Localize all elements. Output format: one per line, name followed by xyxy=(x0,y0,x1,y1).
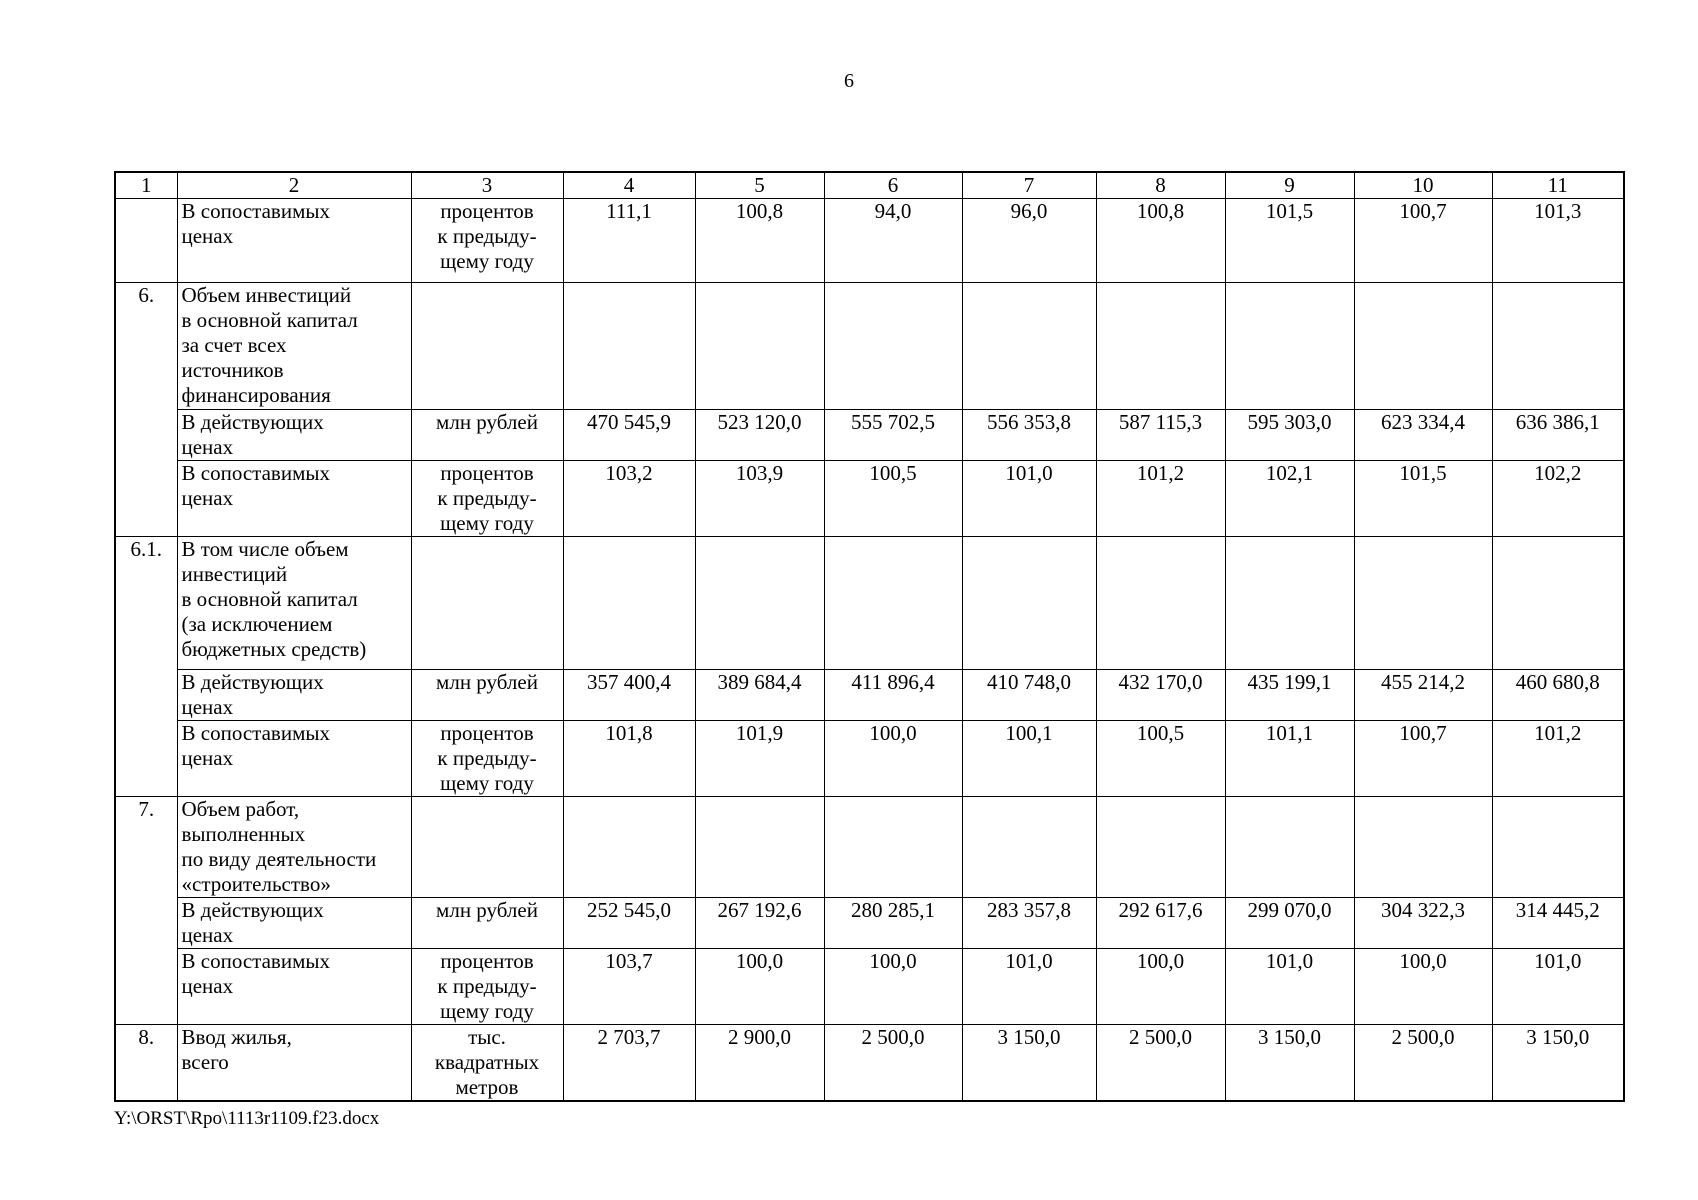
row-number-cell: 8. xyxy=(115,1025,177,1102)
value-cell: 102,2 xyxy=(1492,461,1624,537)
indicator-cell: Объем работ, выполненных по виду деятельности «строительство» xyxy=(177,797,411,898)
table-row xyxy=(115,898,1624,949)
value-cell: 357 400,4 xyxy=(563,670,695,721)
unit-cell: процентов к предыду- щему году xyxy=(411,461,563,537)
value-cell xyxy=(563,537,695,670)
indicator-cell: В действующих ценах xyxy=(177,898,411,949)
value-cell: 101,0 xyxy=(962,949,1096,1025)
value-cell: 3 150,0 xyxy=(1492,1025,1624,1102)
page-number: 6 xyxy=(844,70,854,92)
column-number-header: 10 xyxy=(1354,172,1492,199)
row-number-cell xyxy=(115,199,177,283)
table-row xyxy=(115,199,1624,283)
value-cell: 432 170,0 xyxy=(1096,670,1225,721)
indicator-cell: В сопоставимых ценах xyxy=(177,949,411,1025)
column-number-header: 7 xyxy=(962,172,1096,199)
column-number-header: 1 xyxy=(115,172,177,199)
table-row xyxy=(115,1025,1624,1102)
value-cell: 102,1 xyxy=(1225,461,1354,537)
unit-cell: процентов к предыду- щему году xyxy=(411,721,563,797)
value-cell: 314 445,2 xyxy=(1492,898,1624,949)
value-cell: 101,2 xyxy=(1492,721,1624,797)
value-cell: 101,3 xyxy=(1492,199,1624,283)
value-cell: 3 150,0 xyxy=(962,1025,1096,1102)
value-cell: 252 545,0 xyxy=(563,898,695,949)
column-number-header: 5 xyxy=(695,172,824,199)
value-cell: 283 357,8 xyxy=(962,898,1096,949)
indicator-cell: В том числе объем инвестиций в основной капитал (за исключением бюджетных средств) xyxy=(177,537,411,670)
table-row xyxy=(115,721,1624,797)
column-number-header: 2 xyxy=(177,172,411,199)
value-cell xyxy=(563,797,695,898)
indicator-cell: Ввод жилья, всего xyxy=(177,1025,411,1102)
value-cell: 455 214,2 xyxy=(1354,670,1492,721)
value-cell: 410 748,0 xyxy=(962,670,1096,721)
unit-cell: млн рублей xyxy=(411,410,563,461)
table-row xyxy=(115,410,1624,461)
value-cell: 523 120,0 xyxy=(695,410,824,461)
column-number-header: 3 xyxy=(411,172,563,199)
value-cell: 101,9 xyxy=(695,721,824,797)
value-cell: 2 500,0 xyxy=(824,1025,962,1102)
value-cell: 636 386,1 xyxy=(1492,410,1624,461)
value-cell: 389 684,4 xyxy=(695,670,824,721)
value-cell xyxy=(1096,537,1225,670)
value-cell: 304 322,3 xyxy=(1354,898,1492,949)
value-cell: 101,0 xyxy=(962,461,1096,537)
unit-cell: тыс. квадратных метров xyxy=(411,1025,563,1102)
value-cell: 101,0 xyxy=(1492,949,1624,1025)
column-number-header: 8 xyxy=(1096,172,1225,199)
unit-cell: процентов к предыду- щему году xyxy=(411,949,563,1025)
value-cell: 292 617,6 xyxy=(1096,898,1225,949)
value-cell: 587 115,3 xyxy=(1096,410,1225,461)
value-cell xyxy=(1354,797,1492,898)
value-cell: 101,8 xyxy=(563,721,695,797)
value-cell xyxy=(1492,537,1624,670)
value-cell xyxy=(1096,797,1225,898)
table-row xyxy=(115,797,1624,898)
value-cell xyxy=(1225,283,1354,410)
value-cell: 100,0 xyxy=(824,949,962,1025)
value-cell: 101,5 xyxy=(1354,461,1492,537)
table-row xyxy=(115,283,1624,410)
value-cell xyxy=(1225,537,1354,670)
value-cell: 100,5 xyxy=(824,461,962,537)
value-cell xyxy=(1096,283,1225,410)
value-cell xyxy=(962,537,1096,670)
value-cell: 100,0 xyxy=(695,949,824,1025)
value-cell xyxy=(824,283,962,410)
table-row xyxy=(115,537,1624,670)
value-cell: 103,2 xyxy=(563,461,695,537)
value-cell: 100,1 xyxy=(962,721,1096,797)
value-cell: 103,7 xyxy=(563,949,695,1025)
unit-cell: процентов к предыду- щему году xyxy=(411,199,563,283)
value-cell: 267 192,6 xyxy=(695,898,824,949)
value-cell: 103,9 xyxy=(695,461,824,537)
value-cell xyxy=(1492,797,1624,898)
value-cell xyxy=(824,537,962,670)
value-cell: 280 285,1 xyxy=(824,898,962,949)
value-cell: 2 703,7 xyxy=(563,1025,695,1102)
value-cell: 3 150,0 xyxy=(1225,1025,1354,1102)
value-cell xyxy=(563,283,695,410)
table-header-row xyxy=(115,172,1624,199)
indicator-cell: В сопоставимых ценах xyxy=(177,721,411,797)
value-cell: 100,0 xyxy=(1096,949,1225,1025)
table-row xyxy=(115,461,1624,537)
value-cell xyxy=(962,797,1096,898)
row-number-cell: 6.1. xyxy=(115,537,177,797)
value-cell: 100,5 xyxy=(1096,721,1225,797)
value-cell: 2 900,0 xyxy=(695,1025,824,1102)
value-cell: 100,8 xyxy=(695,199,824,283)
value-cell xyxy=(695,537,824,670)
value-cell: 299 070,0 xyxy=(1225,898,1354,949)
value-cell: 623 334,4 xyxy=(1354,410,1492,461)
value-cell: 101,2 xyxy=(1096,461,1225,537)
indicator-cell: В сопоставимых ценах xyxy=(177,461,411,537)
column-number-header: 6 xyxy=(824,172,962,199)
value-cell: 460 680,8 xyxy=(1492,670,1624,721)
value-cell: 94,0 xyxy=(824,199,962,283)
value-cell xyxy=(1492,283,1624,410)
value-cell: 101,5 xyxy=(1225,199,1354,283)
table-row xyxy=(115,670,1624,721)
indicator-cell: В действующих ценах xyxy=(177,410,411,461)
value-cell xyxy=(1354,283,1492,410)
value-cell: 100,0 xyxy=(824,721,962,797)
footer-file-path: Y:\ORST\Rpo\1113r1109.f23.docx xyxy=(114,1108,380,1129)
value-cell xyxy=(1354,537,1492,670)
value-cell xyxy=(1225,797,1354,898)
value-cell: 96,0 xyxy=(962,199,1096,283)
unit-cell: млн рублей xyxy=(411,898,563,949)
value-cell: 556 353,8 xyxy=(962,410,1096,461)
value-cell: 2 500,0 xyxy=(1354,1025,1492,1102)
unit-cell xyxy=(411,537,563,670)
value-cell: 100,8 xyxy=(1096,199,1225,283)
data-table xyxy=(114,171,1625,1102)
column-number-header: 11 xyxy=(1492,172,1624,199)
column-number-header: 4 xyxy=(563,172,695,199)
table-row xyxy=(115,949,1624,1025)
row-number-cell: 7. xyxy=(115,797,177,1025)
unit-cell: млн рублей xyxy=(411,670,563,721)
value-cell xyxy=(962,283,1096,410)
value-cell: 595 303,0 xyxy=(1225,410,1354,461)
value-cell: 101,1 xyxy=(1225,721,1354,797)
unit-cell xyxy=(411,797,563,898)
value-cell: 2 500,0 xyxy=(1096,1025,1225,1102)
row-number-cell: 6. xyxy=(115,283,177,537)
value-cell: 111,1 xyxy=(563,199,695,283)
indicator-cell: Объем инвестиций в основной капитал за счет всех источников финансирования xyxy=(177,283,411,410)
value-cell: 470 545,9 xyxy=(563,410,695,461)
value-cell: 411 896,4 xyxy=(824,670,962,721)
unit-cell xyxy=(411,283,563,410)
value-cell: 100,0 xyxy=(1354,949,1492,1025)
value-cell: 101,0 xyxy=(1225,949,1354,1025)
value-cell xyxy=(824,797,962,898)
value-cell: 100,7 xyxy=(1354,721,1492,797)
value-cell: 555 702,5 xyxy=(824,410,962,461)
column-number-header: 9 xyxy=(1225,172,1354,199)
value-cell xyxy=(695,797,824,898)
value-cell xyxy=(695,283,824,410)
indicator-cell: В сопоставимых ценах xyxy=(177,199,411,283)
value-cell: 435 199,1 xyxy=(1225,670,1354,721)
value-cell: 100,7 xyxy=(1354,199,1492,283)
indicator-cell: В действующих ценах xyxy=(177,670,411,721)
